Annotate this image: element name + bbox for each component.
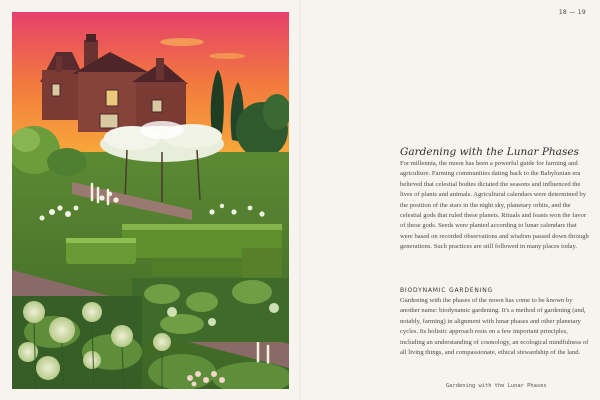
page-gutter bbox=[299, 0, 301, 400]
running-footer: Gardening with the Lunar Phases bbox=[446, 383, 547, 389]
section-paragraph: Gardening with the phases of the moon has come to be known by another name: biodynamic gardening. It's a method of gardening (and, notably, farming) in alignment with lunar phases and other planetary cycles. Its holistic approach rests on a few important principles, including an understanding of cosmology, an ecological mindfulness of all living things, and compassionate, ethical stewardship of the land. bbox=[400, 297, 589, 357]
section-heading: BIODYNAMIC GARDENING bbox=[400, 287, 493, 294]
page-numbers: 18 — 19 bbox=[558, 9, 586, 16]
article-title: Gardening with the Lunar Phases bbox=[400, 146, 579, 158]
garden-illustration bbox=[12, 12, 289, 389]
garden-illustration-art bbox=[12, 12, 289, 389]
intro-paragraph: For millennia, the moon has been a powerful guide for farming and agriculture. Farming communities dating back to the Babylonian era believed that celestial bodies dictated the seasons and influenced the lives of plants and animals. Agricultural calendars were determined by the position of the stars in the night sky, planetary orbits, and the celestial gods that ruled these planets. Rituals and feasts won the favor of these gods. Seeds were planted according to lunar calendars that were based on recorded observations and wisdom passed down through generations. Such practices are still followed in many places today. bbox=[400, 160, 589, 251]
